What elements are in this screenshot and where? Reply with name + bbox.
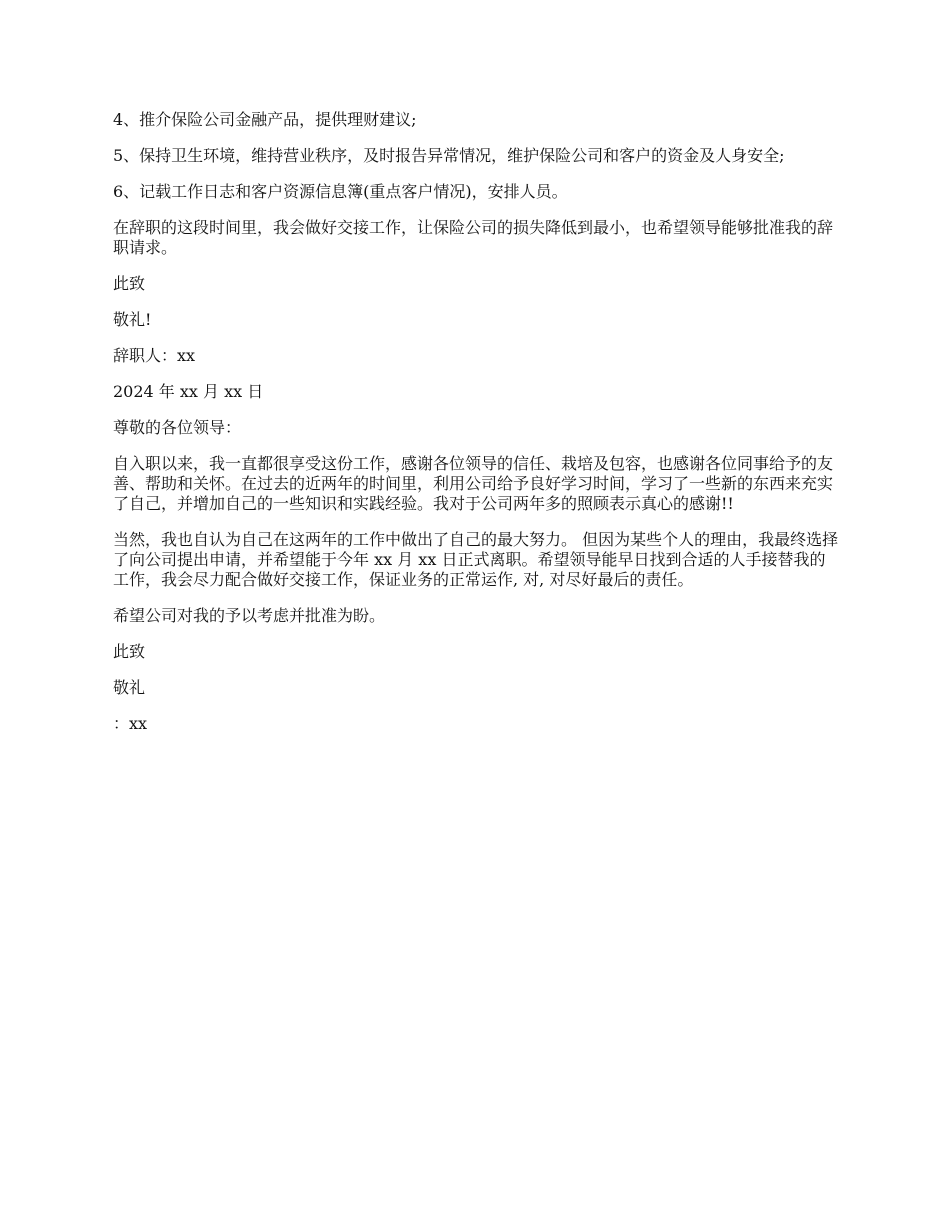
list-item-5: 5、保持卫生环境，维持营业秩序，及时报告异常情况，维护保险公司和客户的资金及人身安全; [113,146,785,165]
signature-line-2: ：xx [113,714,148,733]
document-body [113,110,840,750]
list-item-6: 6、记载工作日志和客户资源信息簿(重点客户情况)，安排人员。 [113,182,568,201]
body-paragraph-request: 希望公司对我的予以考虑并批准为盼。 [113,606,386,625]
closing-salutation: 此致 [113,274,146,293]
body-paragraph-thanks: 自入职以来，我一直都很享受这份工作，感谢各位领导的信任、栽培及包容，也感谢各位同事给予的友善、帮助和关怀。在过去的近两年的时间里，利用公司给予良好学习时间，学习了一些新的东西来充实了自己，并增加自己的一些知识和实践经验。我对于公司两年多的照顾表示真心的感谢!! [113,454,834,513]
date-line: 2024 年 xx 月 xx 日 [113,382,264,401]
closing-regards-2: 敬礼 [113,678,146,697]
greeting: 尊敬的各位领导： [113,418,242,437]
list-item-4: 4、推介保险公司金融产品，提供理财建议; [113,110,417,129]
body-paragraph-reason: 当然，我也自认为自己在这两年的工作中做出了自己的最大努力。 但因为某些个人的理由，我最终选择了向公司提出申请，并希望能于今年 xx 月 xx 日正式离职。希望领导能早日找到合适的人手接替我的工作，我会尽力配合做好交接工作，保证业务的正常运作, 对, 对尽好最后的责任。 [113,530,839,589]
handover-paragraph: 在辞职的这段时间里，我会做好交接工作，让保险公司的损失降低到最小，也希望领导能够批准我的辞职请求。 [113,218,834,257]
signature-line: 辞职人：xx [113,346,196,365]
closing-salutation-2: 此致 [113,642,146,661]
closing-regards: 敬礼! [113,310,152,329]
